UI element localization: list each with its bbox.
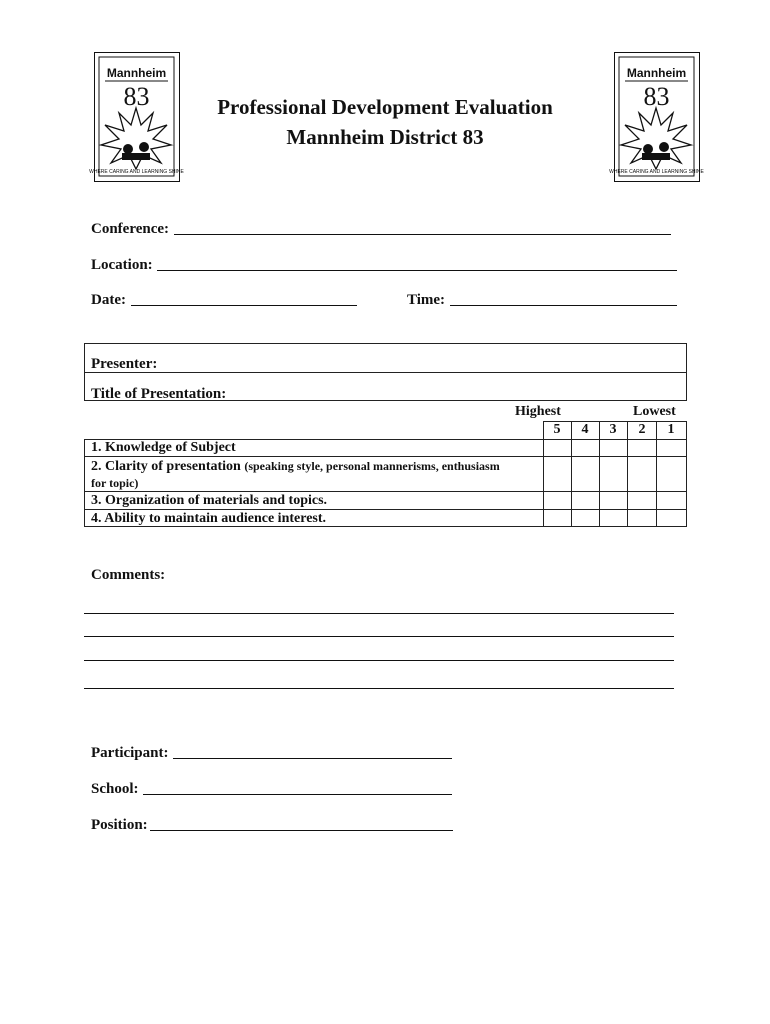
logo-tagline: WHERE CARING AND LEARNING SHINE: [89, 169, 184, 175]
logo-number: 83: [643, 82, 670, 111]
scale-col-divider: [686, 421, 687, 439]
logo-name: Mannheim: [106, 66, 167, 80]
criterion-clarity-note: (speaking style, personal mannerisms, enthusiasm: [244, 459, 500, 473]
position-field[interactable]: [150, 830, 453, 831]
criterion-knowledge: 1. Knowledge of Subject: [91, 440, 236, 455]
time-field[interactable]: [450, 305, 677, 306]
conference-field[interactable]: [174, 234, 671, 235]
criterion-clarity: [91, 459, 500, 475]
comment-line-3[interactable]: [84, 660, 674, 661]
criterion-audience-interest: 4. Ability to maintain audience interest.: [91, 511, 327, 526]
title-line-1: Professional Development Evaluation: [217, 95, 553, 119]
participant-field[interactable]: [173, 758, 452, 759]
conference-label: Conference:: [91, 221, 170, 237]
participant-label: Participant:: [91, 745, 169, 761]
scale-4: 4: [581, 422, 589, 437]
rating-cell[interactable]: [544, 440, 571, 456]
highest-label: Highest: [515, 404, 561, 419]
date-label: Date:: [91, 292, 126, 308]
logo-tagline: WHERE CARING AND LEARNING SHINE: [609, 169, 704, 175]
position-label: Position:: [91, 817, 148, 833]
lowest-label: Lowest: [633, 404, 676, 419]
criterion-clarity-note-2: for topic): [91, 476, 139, 490]
rating-cell[interactable]: [600, 440, 627, 456]
criterion-clarity-main: 2. Clarity of presentation: [91, 459, 241, 474]
row-divider: [84, 491, 687, 492]
title-line-2: Mannheim District 83: [286, 125, 484, 149]
criterion-organization: 3. Organization of materials and topics.: [91, 493, 328, 508]
school-field[interactable]: [143, 794, 452, 795]
location-field[interactable]: [157, 270, 677, 271]
scale-2: 2: [638, 422, 646, 437]
comment-line-4[interactable]: [84, 688, 674, 689]
scale-1: 1: [667, 422, 675, 437]
rating-cell[interactable]: [572, 440, 599, 456]
time-label: Time:: [407, 292, 446, 308]
school-label: School:: [91, 781, 139, 797]
presenter-label: Presenter:: [91, 356, 158, 372]
location-label: Location:: [91, 257, 153, 273]
scale-3: 3: [609, 422, 617, 437]
presenter-divider: [84, 372, 687, 373]
logo-number: 83: [123, 82, 150, 111]
district-logo-right: [609, 52, 704, 182]
logo-name: Mannheim: [626, 66, 687, 80]
row-divider: [84, 456, 687, 457]
rating-cell[interactable]: [657, 440, 686, 456]
scale-5: 5: [553, 422, 561, 437]
rating-cell[interactable]: [628, 440, 656, 456]
date-field[interactable]: [131, 305, 357, 306]
comment-line-1[interactable]: [84, 613, 674, 614]
title-of-presentation-label: Title of Presentation:: [91, 386, 227, 402]
comment-line-2[interactable]: [84, 636, 674, 637]
form-title: [150, 92, 620, 152]
row-divider: [84, 509, 687, 510]
comments-label: Comments:: [91, 567, 166, 583]
